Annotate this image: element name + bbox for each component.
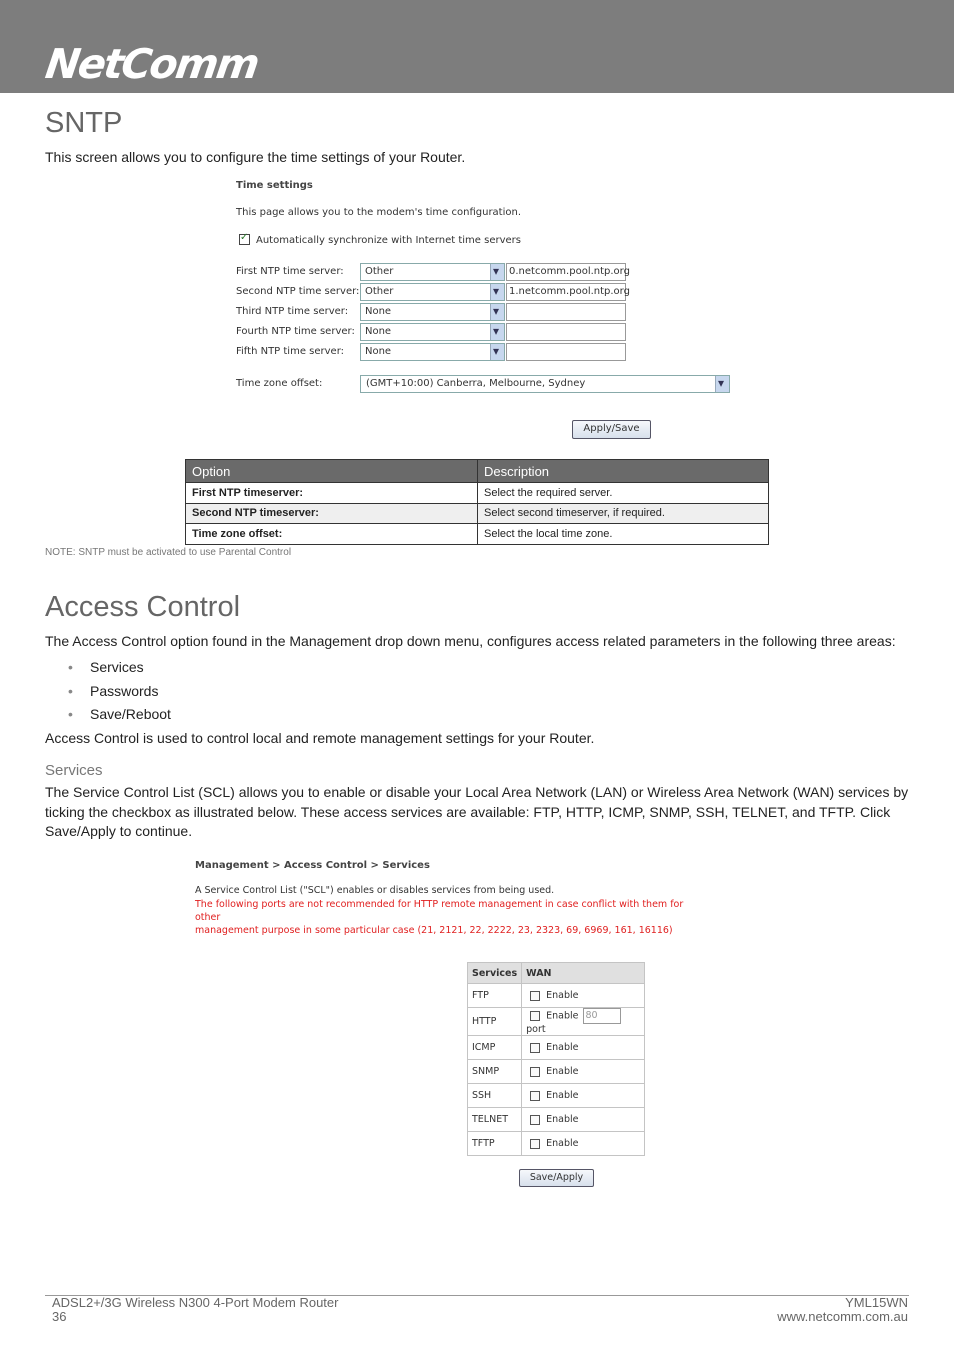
access-control-title: Access Control <box>45 591 241 623</box>
enable-label: Enable <box>546 1090 579 1101</box>
list-item: • Passwords <box>68 682 171 706</box>
enable-label: Enable <box>546 1066 579 1077</box>
save-apply-button[interactable]: Save/Apply <box>519 1169 594 1187</box>
table-row <box>468 1132 645 1156</box>
description-cell: Select the required server. <box>478 483 769 504</box>
service-name: TFTP <box>468 1132 522 1156</box>
service-name: SSH <box>468 1084 522 1108</box>
service-name: ICMP <box>468 1036 522 1060</box>
services-text-line: The Service Control List (SCL) allows you to enable or disable your Local Area Network (LAN) or Wireless Area Network (WAN) services by <box>45 784 909 800</box>
services-text-line: ticking the checkbox as illustrated below. These access services are available: FTP, HTTP, ICMP, SNMP, SSH, TELNET, and TFTP. Click <box>45 804 891 820</box>
table-row <box>186 503 769 524</box>
time-settings-title: Time settings <box>236 180 313 191</box>
services-heading: Services <box>45 762 103 779</box>
access-control-intro: The Access Control option found in the Management drop down menu, configures access related parameters in the following three areas: <box>45 633 896 649</box>
sntp-options-table <box>185 459 769 545</box>
time-settings-description: This page allows you to the modem's time configuration. <box>236 207 522 218</box>
service-name: FTP <box>468 984 522 1008</box>
ntp-server-label: Fourth NTP time server: <box>236 326 355 337</box>
ntp-server-select[interactable]: None ▾ <box>360 343 505 361</box>
timezone-select[interactable]: (GMT+10:00) Canberra, Melbourne, Sydney ▾ <box>360 375 730 393</box>
table-row <box>468 984 645 1008</box>
ntp-server-input[interactable]: 1.netcomm.pool.ntp.org <box>506 283 626 301</box>
ntp-server-select[interactable]: None ▾ <box>360 323 505 341</box>
services-screenshot <box>190 855 710 1195</box>
access-control-summary: Access Control is used to control local and remote management settings for your Router. <box>45 730 595 746</box>
ntp-server-label: First NTP time server: <box>236 266 344 277</box>
table-row <box>468 1036 645 1060</box>
ntp-server-input[interactable] <box>506 303 626 321</box>
port-label: port <box>526 1024 546 1035</box>
enable-checkbox[interactable] <box>530 1115 540 1125</box>
chevron-down-icon <box>490 284 504 300</box>
chevron-down-icon <box>490 344 504 360</box>
description-cell: Select second timeserver, if required. <box>478 503 769 524</box>
service-name: HTTP <box>468 1008 522 1036</box>
sntp-intro: This screen allows you to configure the time settings of your Router. <box>45 149 466 165</box>
enable-label: Enable <box>546 1010 579 1022</box>
ntp-server-row <box>236 263 736 281</box>
ntp-server-row <box>236 343 736 361</box>
table-row <box>468 1060 645 1084</box>
sntp-title: SNTP <box>45 107 123 139</box>
enable-label: Enable <box>546 1114 579 1125</box>
option-cell: Time zone offset: <box>186 524 478 545</box>
scl-description: A Service Control List ("SCL") enables or disables services from being used. <box>195 885 555 896</box>
enable-checkbox[interactable] <box>530 1067 540 1077</box>
column-header: WAN <box>522 963 645 984</box>
service-name: TELNET <box>468 1108 522 1132</box>
services-table <box>467 962 645 1156</box>
table-row <box>186 483 769 504</box>
description-cell: Select the local time zone. <box>478 524 769 545</box>
apply-save-button[interactable]: Apply/Save <box>572 420 651 439</box>
enable-checkbox[interactable] <box>530 1043 540 1053</box>
ntp-server-input[interactable]: 0.netcomm.pool.ntp.org <box>506 263 626 281</box>
ntp-server-select[interactable]: None ▾ <box>360 303 505 321</box>
enable-checkbox[interactable] <box>530 1091 540 1101</box>
ntp-server-select[interactable]: Other ▾ <box>360 263 505 281</box>
port-input[interactable]: 80 <box>583 1008 621 1024</box>
services-text-line: Save/Apply to continue. <box>45 823 193 839</box>
ntp-server-row <box>236 283 736 301</box>
sntp-note: NOTE: SNTP must be activated to use Parental Control <box>45 547 292 558</box>
breadcrumb: Management > Access Control > Services <box>195 860 430 871</box>
timezone-label: Time zone offset: <box>236 378 323 389</box>
port-warning: The following ports are not recommended for HTTP remote management in case conflict with them for other management purpose in some particular case (21, 2121, 22, 2222, 23, 2323, 69, 6969, 161, 16116) <box>195 899 684 936</box>
ntp-server-label: Third NTP time server: <box>236 306 349 317</box>
list-item: • Save/Reboot <box>68 705 171 729</box>
enable-checkbox[interactable] <box>530 991 540 1001</box>
time-settings-screenshot <box>230 175 740 445</box>
page-header <box>0 0 954 93</box>
column-header: Description <box>478 460 769 483</box>
footer-page-number: 36 <box>52 1309 67 1324</box>
service-name: SNMP <box>468 1060 522 1084</box>
table-row <box>186 524 769 545</box>
column-header: Option <box>186 460 478 483</box>
netcomm-logo: NetComm <box>42 40 261 88</box>
table-row <box>468 1084 645 1108</box>
auto-sync-checkbox[interactable] <box>239 234 250 245</box>
enable-label: Enable <box>546 990 579 1001</box>
ntp-server-input[interactable] <box>506 323 626 341</box>
ntp-server-input[interactable] <box>506 343 626 361</box>
option-cell: Second NTP timeserver: <box>186 503 478 524</box>
ntp-server-label: Second NTP time server: <box>236 286 360 297</box>
ntp-server-row <box>236 323 736 341</box>
list-item: • Services <box>68 658 171 682</box>
access-areas-list <box>68 658 171 729</box>
column-header: Services <box>468 963 522 984</box>
chevron-down-icon <box>490 264 504 280</box>
enable-checkbox[interactable] <box>530 1139 540 1149</box>
table-row <box>468 1108 645 1132</box>
footer-url[interactable]: www.netcomm.com.au <box>777 1309 908 1324</box>
enable-checkbox[interactable] <box>530 1011 540 1021</box>
enable-label: Enable <box>546 1042 579 1053</box>
auto-sync-label: Automatically synchronize with Internet time servers <box>256 235 521 246</box>
chevron-down-icon <box>490 304 504 320</box>
chevron-down-icon <box>715 376 729 392</box>
ntp-server-label: Fifth NTP time server: <box>236 346 345 357</box>
table-row <box>468 1008 645 1036</box>
option-cell: First NTP timeserver: <box>186 483 478 504</box>
footer-product: ADSL2+/3G Wireless N300 4-Port Modem Router <box>52 1295 339 1310</box>
chevron-down-icon <box>490 324 504 340</box>
footer-model: YML15WN <box>845 1295 908 1310</box>
enable-label: Enable <box>546 1138 579 1149</box>
ntp-server-row <box>236 303 736 321</box>
ntp-server-select[interactable]: Other ▾ <box>360 283 505 301</box>
